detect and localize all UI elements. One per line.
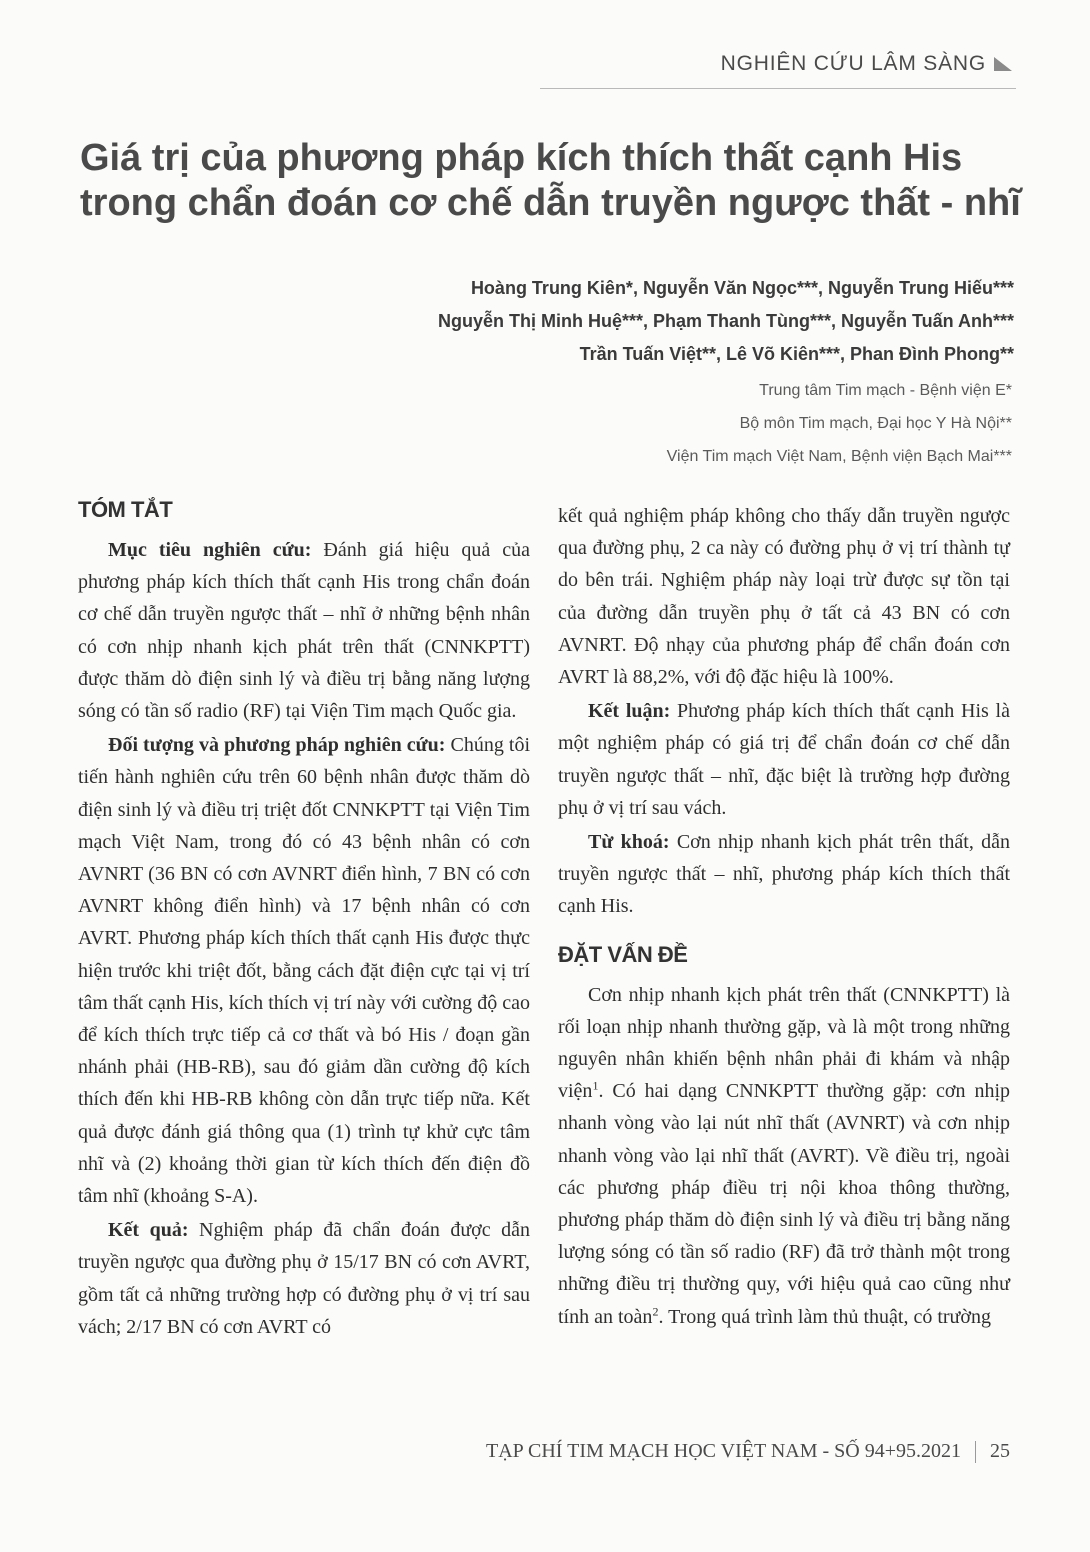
methods-label: Đối tượng và phương pháp nghiên cứu: [108, 734, 446, 757]
authors-block [214, 272, 1014, 371]
journal-name: TẠP CHÍ TIM MẠCH HỌC VIỆT NAM - SỐ 94+95.2021 [485, 1440, 961, 1462]
objective-label: Mục tiêu nghiên cứu: [108, 539, 312, 561]
abstract-results-continued: kết quả nghiệm pháp không cho thấy dẫn truyền ngược qua đường phụ, 2 ca này có đường phụ ở vị trí thành tự do bên trái. Nghiệm pháp này loại trừ được sự tồn tại của đường dẫn truyền phụ ở tất cả 43 BN có cơn AVNRT. Độ nhạy của phương pháp để chẩn đoán cơn AVRT là 88,2%, với độ đặc hiệu là 100%. [558, 505, 1010, 689]
section-label: NGHIÊN CỨU LÂM SÀNG [720, 52, 986, 75]
author-line: Hoàng Trung Kiên*, Nguyễn Văn Ngọc***, Nguyễn Trung Hiếu*** [470, 278, 1014, 298]
section-header [721, 52, 1012, 76]
right-column [558, 500, 1010, 1335]
intro-text: . Có hai dạng CNNKPTT thường gặp: cơn nhịp nhanh vòng vào lại nút nhĩ thất (AVNRT) và cơn nhịp nhanh vòng vào lại nhĩ thất (AVRT). Về điều trị, ngoài các phương pháp điều trị nội khoa thông thường, phương pháp thăm dò điện sinh lý và điều trị bằng năng lượng sóng có tần số radio (RF) đã trở thành một trong những điều trị thường quy, với hiệu quả cao cũng như tính an toàn [558, 1080, 1010, 1328]
citation-ref: 1 [592, 1078, 599, 1093]
author-line: Trần Tuấn Việt**, Lê Võ Kiên***, Phan Đình Phong** [579, 344, 1014, 364]
page-number: 25 [990, 1440, 1010, 1462]
left-column [78, 494, 530, 1345]
author-line: Nguyễn Thị Minh Huệ***, Phạm Thanh Tùng***, Nguyễn Tuấn Anh*** [437, 311, 1014, 331]
abstract-conclusion [558, 695, 1010, 824]
triangle-marker-icon [994, 57, 1012, 71]
intro-text: . Trong quá trình làm thủ thuật, có trường [658, 1305, 991, 1328]
title-line: trong chẩn đoán cơ chế dẫn truyền ngược thất - nhĩ [80, 182, 1021, 224]
affiliation-line: Trung tâm Tim mạch - Bệnh viện E* [759, 382, 1012, 399]
keywords-text: Cơn nhịp nhanh kịch phát trên thất, dẫn truyền ngược thất – nhĩ, phương pháp kích thích thất cạnh His. [558, 831, 1011, 918]
header-rule [540, 88, 1016, 89]
article-title [80, 136, 1040, 226]
abstract-results [78, 1214, 530, 1343]
intro-paragraph [558, 979, 1010, 1333]
objective-text: Đánh giá hiệu quả của phương pháp kích thích thất cạnh His trong chẩn đoán cơ chế dẫn truyền ngược thất – nhĩ ở những bệnh nhân có cơn nhịp nhanh kịch phát trên thất (CNNKPTT) được thăm dò điện sinh lý và điều trị bằng năng lượng sóng có tần số radio (RF) tại Viện Tim mạch Quốc gia. [78, 539, 530, 723]
citation-ref: 2 [652, 1304, 659, 1319]
results-text: Nghiệm pháp đã chẩn đoán được dẫn truyền ngược qua đường phụ ở 15/17 BN có cơn AVRT, gồm tất cả những trường hợp có đường phụ ở vị trí sau vách; 2/17 BN có cơn AVRT có [78, 1219, 530, 1338]
conclusion-text: Phương pháp kích thích thất cạnh His là một nghiệm pháp có giá trị để chẩn đoán cơ chế dẫn truyền ngược thất – nhĩ, đặc biệt là trường hợp đường phụ ở vị trí sau vách. [558, 700, 1010, 819]
affiliation-line: Bộ môn Tim mạch, Đại học Y Hà Nội** [739, 415, 1012, 432]
intro-heading: ĐẶT VẤN ĐỀ [558, 941, 688, 967]
abstract-objective [78, 534, 530, 727]
page-footer [486, 1440, 1010, 1463]
abstract-heading: TÓM TẮT [78, 497, 173, 522]
methods-text: Chúng tôi tiến hành nghiên cứu trên 60 bệnh nhân được thăm dò điện sinh lý và điều trị triệt đốt CNNKPTT tại Viện Tim mạch Việt Nam, trong đó có 43 bệnh nhân có cơn AVNRT (36 BN có cơn AVNRT điển hình, 7 BN có cơn AVNRT không điển hình) và 17 bệnh nhân có cơn AVRT. Phương pháp kích thích thất cạnh His được thực hiện trước khi triệt đốt, bằng cách đặt điện cực tại vị trí tâm thất cạnh His, kích thích vị trí này với cường độ cao để kích thích trực tiếp cả cơ thất và bó His / đoạn gần nhánh phải (HB-RB), sau đó giảm dần cường độ kích thích đến khi HB-RB không còn dẫn trực tiếp nữa. Kết quả được đánh giá thông qua (1) trình tự khử cực tâm nhĩ và (2) khoảng thời gian từ kích thích đến điện đồ tâm nhĩ (khoảng S-A). [78, 734, 531, 1208]
affiliations-block [412, 374, 1012, 473]
conclusion-label: Kết luận: [588, 700, 671, 723]
keywords-label: Từ khoá: [588, 831, 670, 854]
title-line: Giá trị của phương pháp kích thích thất cạnh His [80, 137, 963, 179]
affiliation-line: Viện Tim mạch Việt Nam, Bệnh viện Bạch Mai*** [666, 448, 1012, 465]
abstract-keywords [558, 826, 1010, 923]
abstract-methods [78, 729, 530, 1212]
intro-text: Cơn nhịp nhanh kịch phát trên thất (CNNKPTT) là rối loạn nhịp nhanh thường gặp, và là một trong những nguyên nhân khiến bệnh nhân phải đi khám và nhập viện [558, 983, 1010, 1103]
results-label: Kết quả: [108, 1219, 189, 1242]
footer-divider [975, 1441, 976, 1463]
